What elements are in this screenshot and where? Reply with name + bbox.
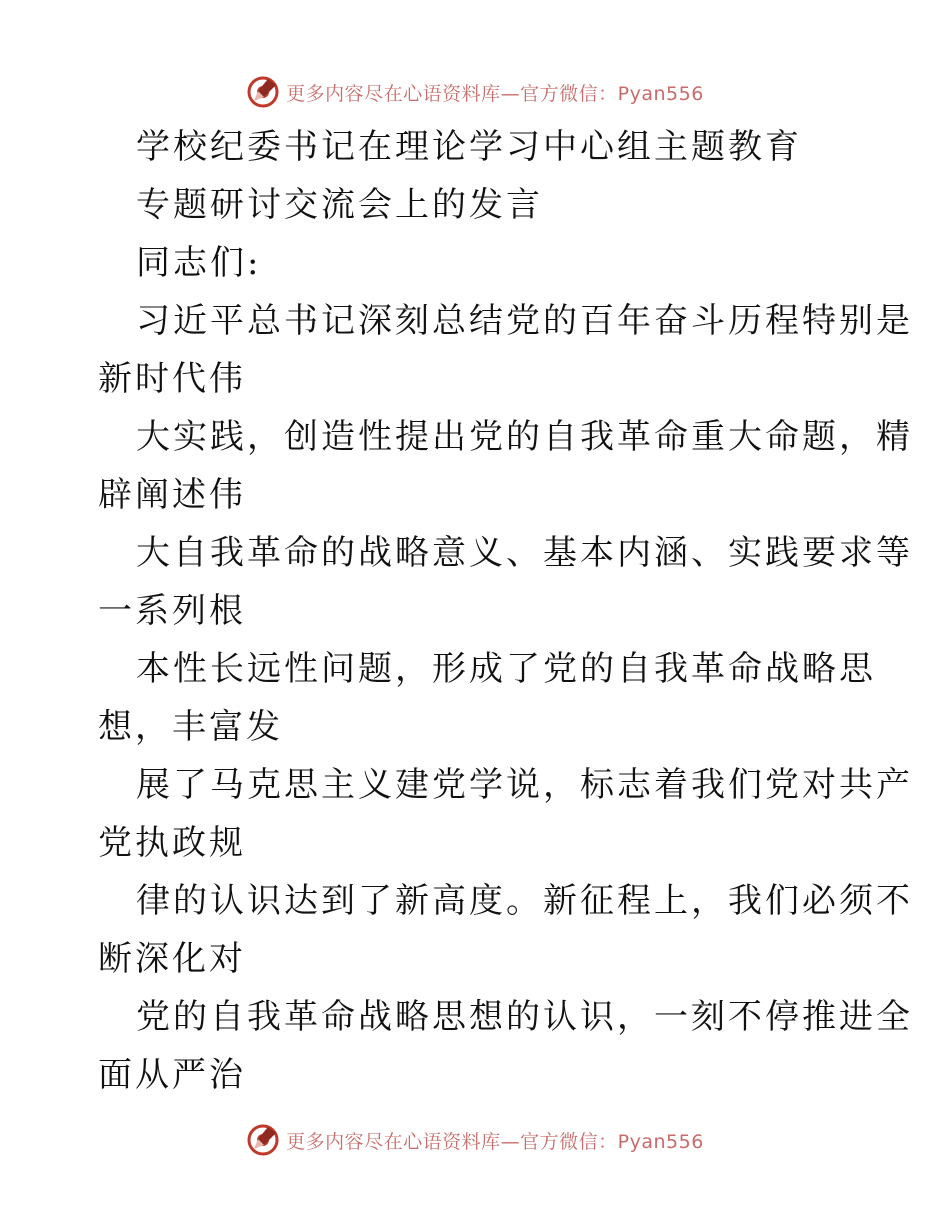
text-line: 律的认识达到了新高度。新征程上，我们必须不 (136, 881, 913, 921)
text-line: 展了马克思主义建党学说，标志着我们党对共产 (136, 765, 913, 805)
pen-logo-icon (246, 75, 280, 109)
text-line: 断深化对 (98, 939, 246, 979)
text-line: 面从严治 (98, 1055, 246, 1095)
text-line: 想，丰富发 (98, 707, 283, 747)
text-line: 同志们: (136, 243, 262, 283)
text-line: 本性长远性问题，形成了党的自我革命战略思 (136, 649, 876, 689)
text-line: 专题研讨交流会上的发言 (136, 185, 543, 225)
footer-watermark (0, 1120, 950, 1160)
text-line: 大实践，创造性提出党的自我革命重大命题，精 (136, 417, 913, 457)
text-line: 一系列根 (98, 591, 246, 631)
text-line: 党的自我革命战略思想的认识，一刻不停推进全 (136, 997, 913, 1037)
watermark-text: 更多内容尽在心语资料库—官方微信：Pyan556 (286, 1130, 704, 1153)
watermark-text: 更多内容尽在心语资料库—官方微信：Pyan556 (286, 82, 704, 105)
text-line: 习近平总书记深刻总结党的百年奋斗历程特别是 (136, 301, 913, 341)
pen-logo-icon (246, 1123, 280, 1157)
document-body (98, 118, 913, 1104)
text-line: 大自我革命的战略意义、基本内涵、实践要求等 (136, 533, 913, 573)
text-line: 学校纪委书记在理论学习中心组主题教育 (136, 127, 802, 167)
text-line: 党执政规 (98, 823, 246, 863)
text-line: 辟阐述伟 (98, 475, 246, 515)
header-watermark (0, 72, 950, 112)
text-line: 新时代伟 (98, 359, 246, 399)
